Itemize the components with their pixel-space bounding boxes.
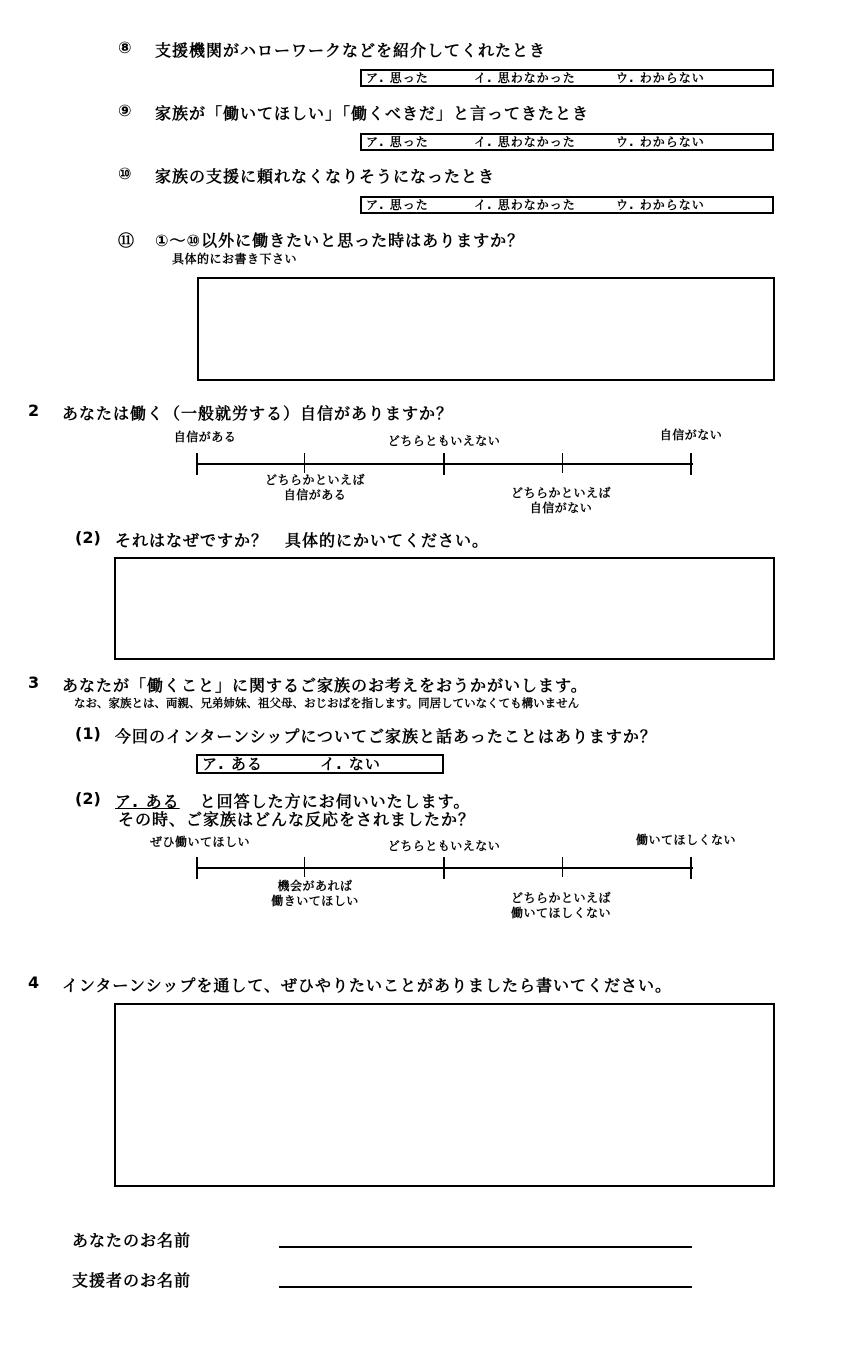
s3-scale-tick-center[interactable] bbox=[443, 857, 445, 879]
q10-number: ⑩ bbox=[118, 164, 132, 183]
q8-options[interactable] bbox=[360, 69, 774, 87]
q11-number: ⑪ bbox=[118, 231, 135, 250]
s4-number: 4 bbox=[28, 973, 40, 992]
option-a[interactable]: ア. 思った bbox=[366, 135, 429, 149]
s3-sub1-options[interactable] bbox=[196, 754, 444, 774]
s2-answer-box[interactable] bbox=[114, 557, 775, 660]
s2-sub2-number: (2) bbox=[75, 528, 101, 547]
option-c[interactable]: ウ. わからない bbox=[616, 135, 705, 149]
s2-scale-tick-midright[interactable] bbox=[562, 453, 563, 473]
s2-midleft-line2: 自信がある bbox=[283, 488, 347, 502]
s3-sub2-line2: その時、ご家族はどんな反応をされましたか？ bbox=[118, 810, 476, 829]
s2-scale-left-label: 自信がある bbox=[173, 430, 237, 444]
option-c[interactable]: ウ. わからない bbox=[616, 198, 705, 212]
s3-scale-left-label: ぜひ働いてほしい bbox=[149, 835, 250, 849]
s3-scale-tick-right[interactable] bbox=[690, 857, 692, 879]
s2-scale-right-label: 自信がない bbox=[659, 428, 723, 442]
s4-answer-box[interactable] bbox=[114, 1003, 775, 1187]
option-b[interactable]: イ. 思わなかった bbox=[474, 71, 576, 85]
option-a[interactable]: ア. 思った bbox=[366, 198, 429, 212]
option-b[interactable]: イ. 思わなかった bbox=[474, 198, 576, 212]
s3-midleft-line2: 働きいてほしい bbox=[271, 894, 359, 908]
s3-sub2-underlined-answer: ア. ある bbox=[115, 792, 180, 811]
s2-scale-tick-midleft[interactable] bbox=[304, 453, 305, 473]
s2-sub2-text: それはなぜですか？ 具体的にかいてください。 bbox=[115, 531, 490, 550]
s3-scale-axis bbox=[197, 867, 693, 869]
your-name-line[interactable] bbox=[279, 1246, 692, 1248]
q10-options[interactable] bbox=[360, 196, 774, 214]
s3-scale-midright-label bbox=[486, 891, 636, 921]
s2-scale-tick-left[interactable] bbox=[196, 453, 198, 475]
q9-options[interactable] bbox=[360, 133, 774, 151]
q8-number: ⑧ bbox=[118, 38, 132, 57]
q11-text: ①〜⑩以外に働きたいと思った時はありますか？ bbox=[155, 231, 525, 250]
s2-scale-midleft-label bbox=[240, 473, 390, 503]
s3-midleft-line1: 機会があれば bbox=[277, 879, 353, 893]
s3-scale-midleft-label bbox=[240, 879, 390, 909]
s2-title: あなたは働く（一般就労する）自信がありますか？ bbox=[62, 404, 454, 423]
s4-title: インターンシップを通して、ぜひやりたいことがありましたら書いてください。 bbox=[62, 976, 673, 995]
s2-scale-axis bbox=[197, 463, 693, 465]
option-b[interactable]: イ. 思わなかった bbox=[474, 135, 576, 149]
q9-text: 家族が「働いてほしい」「働くべきだ」と言ってきたとき bbox=[155, 104, 590, 123]
s3-sub1-text: 今回のインターンシップについてご家族と話あったことはありますか？ bbox=[115, 727, 657, 746]
s2-number: 2 bbox=[28, 401, 40, 420]
s2-midright-line2: 自信がない bbox=[529, 501, 593, 515]
supporter-name-line[interactable] bbox=[279, 1286, 692, 1288]
s3-scale-tick-midleft[interactable] bbox=[304, 857, 305, 877]
s2-scale-tick-right[interactable] bbox=[690, 453, 692, 475]
q11-note: 具体的にお書き下さい bbox=[172, 252, 298, 266]
option-c[interactable]: ウ. わからない bbox=[616, 71, 705, 85]
s3-midright-line2: 働いてほしくない bbox=[510, 906, 611, 920]
s2-scale-center-label: どちらともいえない bbox=[387, 434, 501, 448]
option-a[interactable]: ア. 思った bbox=[366, 71, 429, 85]
s3-scale-center-label: どちらともいえない bbox=[387, 839, 501, 853]
your-name-label: あなたのお名前 bbox=[72, 1231, 192, 1250]
supporter-name-label: 支援者のお名前 bbox=[72, 1271, 192, 1290]
s3-note: なお、家族とは、両親、兄弟姉妹、祖父母、おじおばを指します。同居していなくても構いません bbox=[74, 696, 580, 710]
s2-midleft-line1: どちらかといえば bbox=[264, 473, 365, 487]
s2-scale-tick-center[interactable] bbox=[443, 453, 445, 475]
s3-number: 3 bbox=[28, 673, 40, 692]
s3-midright-line1: どちらかといえば bbox=[510, 891, 611, 905]
s3-title: あなたが「働くこと」に関するご家族のお考えをおうかがいします。 bbox=[62, 676, 588, 695]
q8-text: 支援機関がハローワークなどを紹介してくれたとき bbox=[155, 41, 547, 60]
s3-scale-tick-left[interactable] bbox=[196, 857, 198, 879]
s3-scale-tick-midright[interactable] bbox=[562, 857, 563, 877]
s3-sub2-text1: と回答した方にお伺いいたします。 bbox=[199, 792, 471, 811]
s2-scale-midright-label bbox=[486, 486, 636, 516]
q11-answer-box[interactable] bbox=[197, 277, 775, 381]
s3-sub1-number: (1) bbox=[75, 724, 101, 743]
s2-midright-line1: どちらかといえば bbox=[510, 486, 611, 500]
option-no[interactable]: イ. ない bbox=[320, 755, 381, 773]
q10-text: 家族の支援に頼れなくなりそうになったとき bbox=[155, 167, 496, 186]
q9-number: ⑨ bbox=[118, 101, 132, 120]
s3-sub2-number: (2) bbox=[75, 789, 101, 808]
s3-scale-right-label: 働いてほしくない bbox=[635, 833, 736, 847]
option-yes[interactable]: ア. ある bbox=[202, 755, 263, 773]
